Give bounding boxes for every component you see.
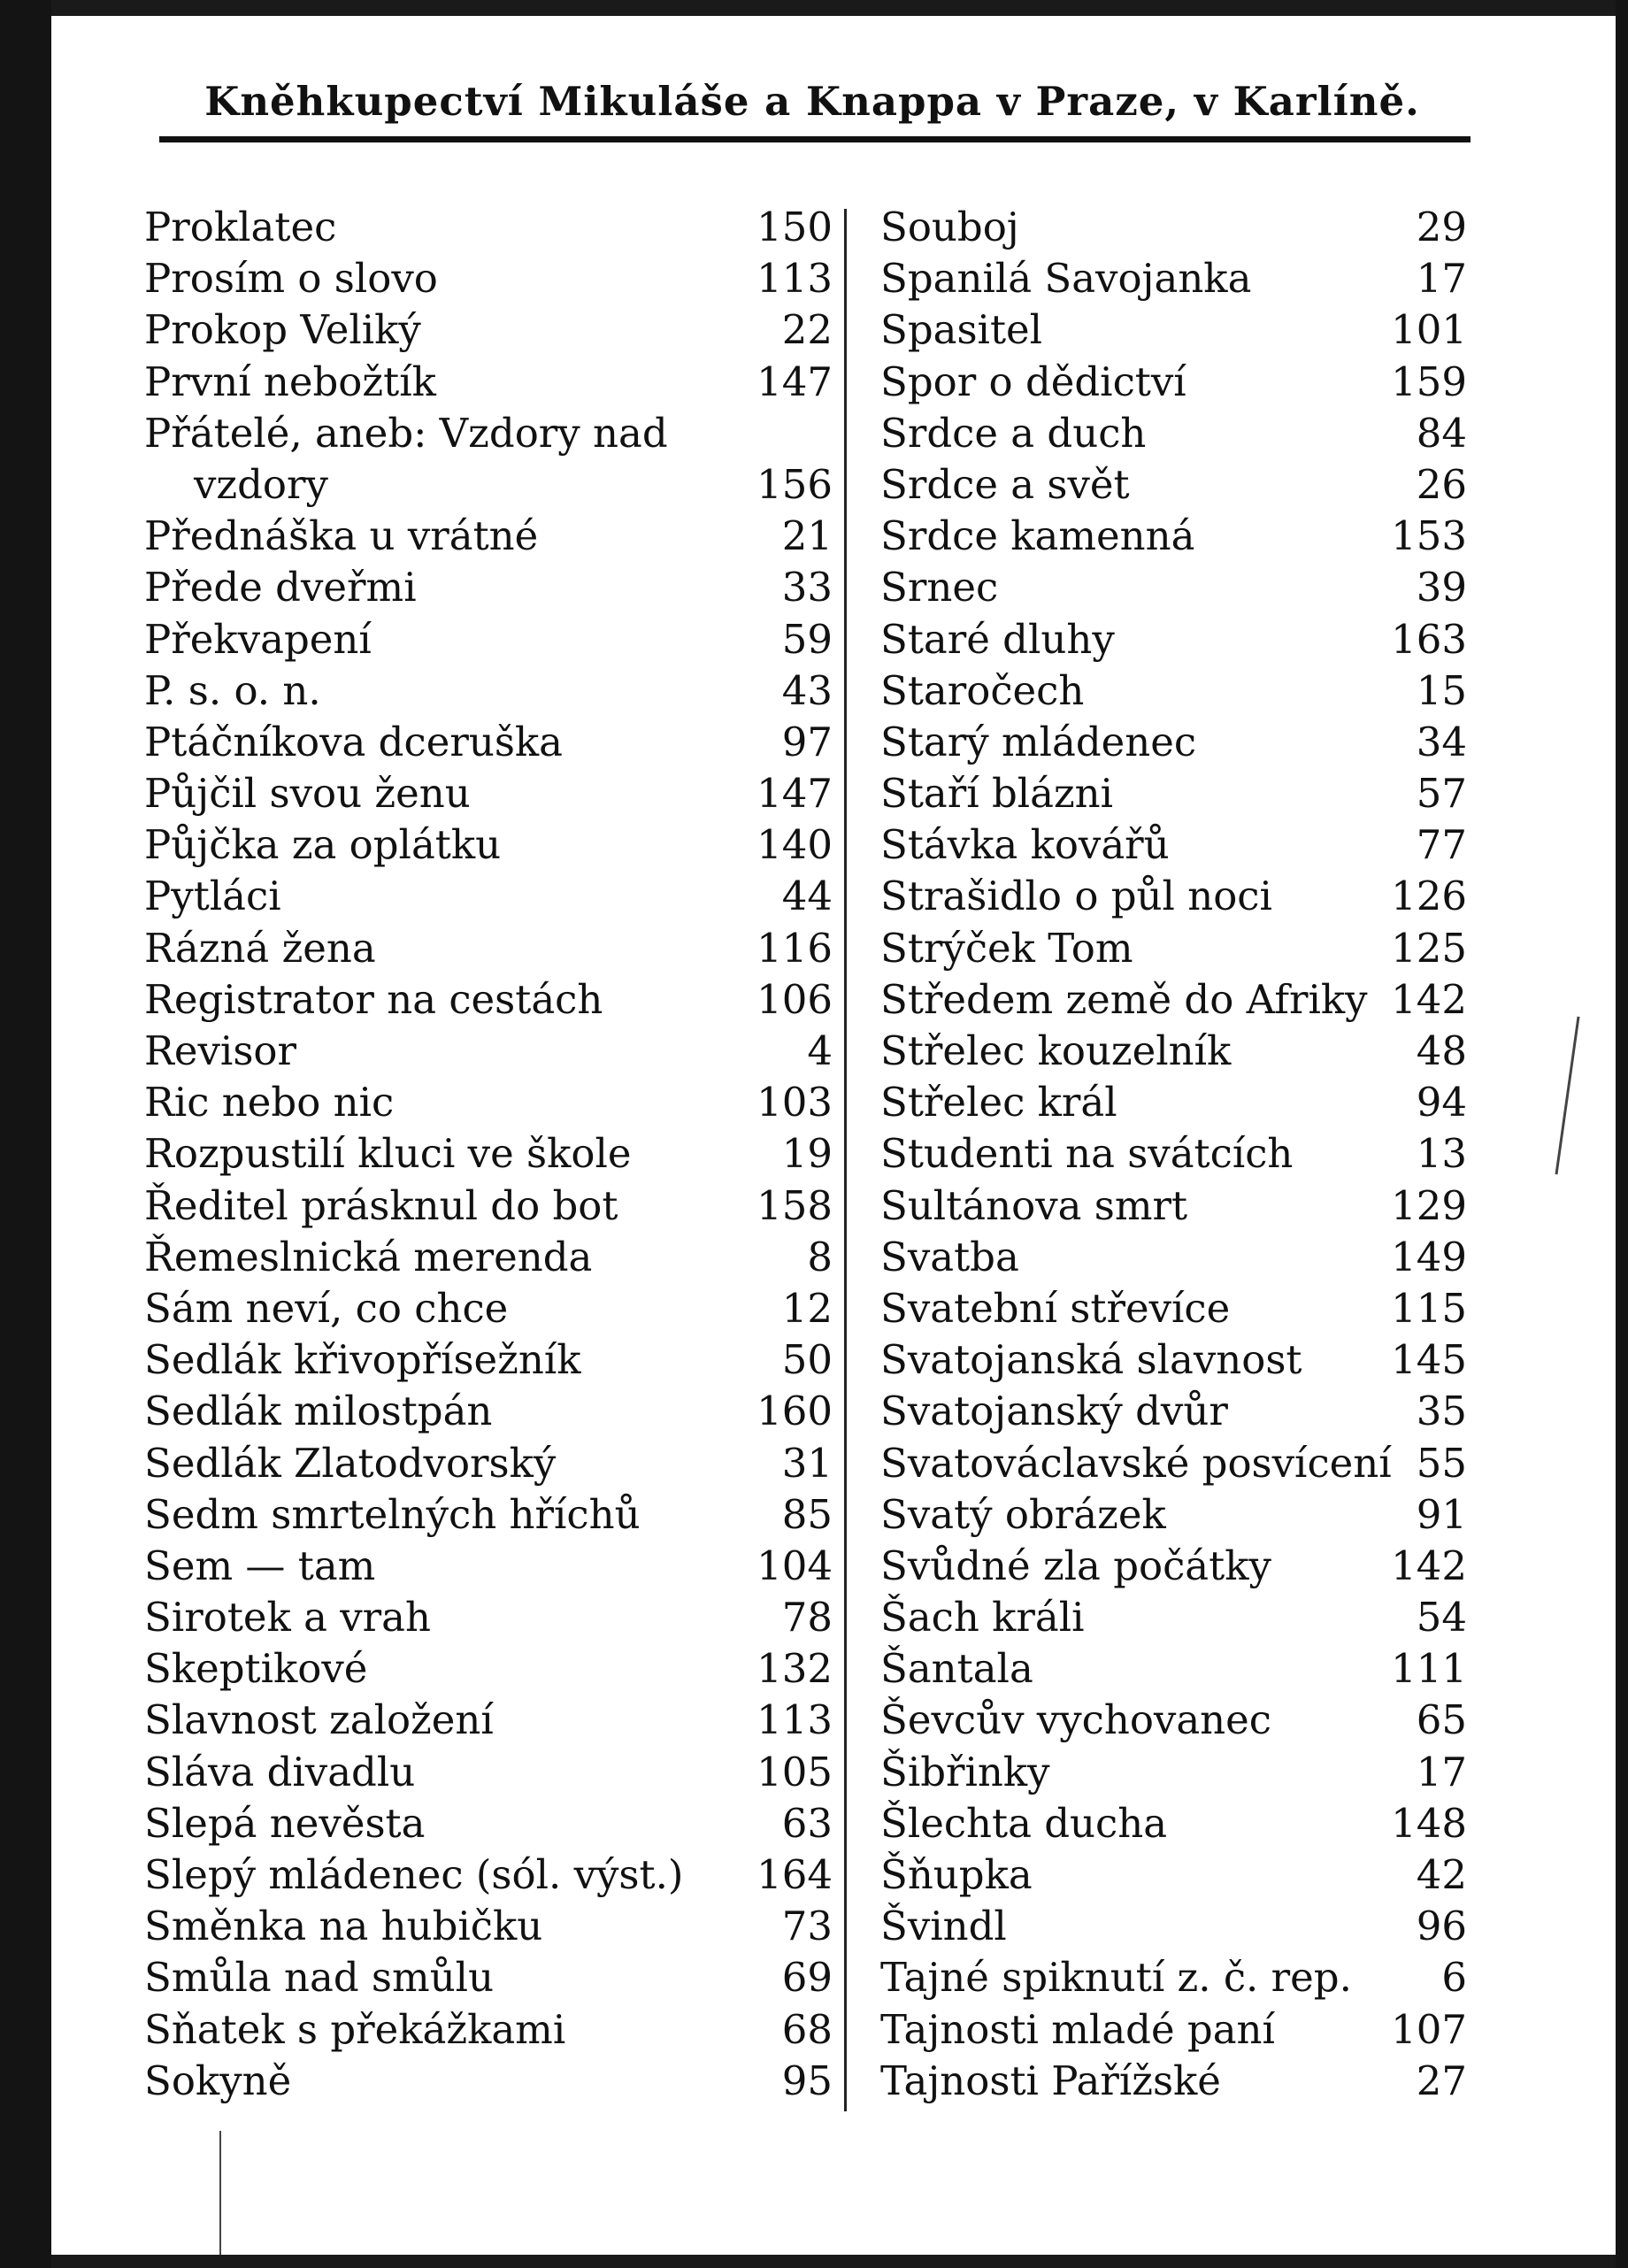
index-entry: [144, 614, 833, 665]
index-entry: [834, 1952, 1467, 2003]
index-entry: [144, 1747, 833, 1798]
entry-title: Ptáčníkova dceruška: [144, 718, 564, 765]
entry-title: Revisor: [144, 1027, 297, 1074]
entry-page-number: 34: [1416, 718, 1467, 765]
entry-page-number: 29: [1416, 204, 1467, 250]
entry-title: Svatební střevíce: [880, 1284, 1231, 1332]
entry-title: Sem — tam: [144, 1541, 376, 1589]
entry-title: Slepá nevěsta: [144, 1799, 426, 1847]
index-entry: [834, 717, 1467, 768]
entry-page-number: 113: [756, 255, 833, 303]
index-entry: [834, 614, 1467, 665]
index-entry: [834, 1438, 1467, 1489]
index-entry: [834, 202, 1467, 253]
entry-page-number: 59: [781, 615, 833, 663]
entry-page-number: 150: [756, 204, 833, 250]
index-entry: [834, 819, 1467, 871]
entry-title: Svatojanská slavnost: [880, 1336, 1302, 1384]
index-entry: [144, 819, 833, 871]
entry-page-number: 4: [807, 1027, 833, 1074]
entry-title: Střelec král: [880, 1079, 1117, 1126]
index-entry: [834, 1077, 1467, 1128]
entry-page-number: 142: [1391, 1541, 1467, 1589]
entry-page-number: 57: [1416, 770, 1467, 818]
entry-title: Ševcův vychovanec: [880, 1696, 1271, 1744]
entry-title: Sám neví, co chce: [144, 1284, 509, 1332]
entry-title: Řemeslnická merenda: [144, 1233, 593, 1280]
entry-title: Střelec kouzelník: [880, 1027, 1232, 1074]
entry-page-number: 153: [1391, 512, 1467, 560]
entry-page-number: 145: [1391, 1336, 1467, 1384]
entry-page-number: 48: [1416, 1027, 1467, 1074]
entry-title: P. s. o. n.: [144, 666, 321, 714]
index-entry: [144, 974, 833, 1026]
index-entry: [834, 1283, 1467, 1334]
entry-page-number: 91: [1416, 1490, 1467, 1538]
entry-page-number: 158: [756, 1181, 833, 1229]
index-entry: [834, 1386, 1467, 1437]
entry-page-number: 94: [1416, 1079, 1467, 1126]
entry-page-number: 148: [1391, 1799, 1467, 1847]
entry-title: Strýček Tom: [880, 924, 1133, 972]
entry-title: Srdce a svět: [880, 460, 1130, 508]
index-entry: [144, 408, 833, 459]
entry-title: Sedm smrtelných hříchů: [144, 1490, 641, 1538]
entry-title: Srnec: [880, 564, 999, 611]
index-entry: [144, 1334, 833, 1386]
entry-page-number: 132: [756, 1645, 833, 1693]
entry-title: Šach králi: [880, 1594, 1085, 1641]
entry-title: Tajnosti mladé paní: [880, 2005, 1275, 2053]
entry-title: Přede dveřmi: [144, 564, 417, 611]
entry-title: Svatojanský dvůr: [880, 1388, 1228, 1435]
entry-page-number: 42: [1416, 1851, 1467, 1898]
entry-page-number: 17: [1416, 255, 1467, 303]
index-entry: [144, 1849, 833, 1901]
entry-page-number: 95: [781, 2057, 833, 2104]
index-entry: [834, 304, 1467, 356]
entry-page-number: 106: [756, 975, 833, 1023]
entry-title: Spor o dědictví: [880, 357, 1186, 405]
scan-mark: [1555, 1017, 1579, 1175]
index-entry: [834, 871, 1467, 922]
entry-title: Šňupka: [880, 1851, 1033, 1898]
index-entry: [144, 1180, 833, 1232]
index-entry: [144, 511, 833, 562]
entry-page-number: 147: [756, 357, 833, 405]
index-entry: [834, 459, 1467, 511]
index-entry: [834, 1695, 1467, 1746]
entry-page-number: 107: [1391, 2005, 1467, 2053]
index-entry: [144, 1386, 833, 1437]
entry-title: Smůla nad smůlu: [144, 1954, 495, 2002]
entry-title: vzdory: [194, 460, 328, 508]
index-entry: [144, 253, 833, 304]
entry-title: Sedlák Zlatodvorský: [144, 1439, 557, 1487]
entry-page-number: 35: [1416, 1388, 1467, 1435]
entry-page-number: 54: [1416, 1594, 1467, 1641]
entry-title: Šibřinky: [880, 1748, 1050, 1795]
entry-page-number: 116: [756, 924, 833, 972]
entry-page-number: 104: [756, 1541, 833, 1589]
entry-title: Sultánova smrt: [880, 1181, 1188, 1229]
index-entry: [144, 202, 833, 253]
index-entry: [834, 1334, 1467, 1386]
index-entry: [144, 768, 833, 819]
entry-page-number: 111: [1391, 1645, 1467, 1693]
index-entry: [834, 1747, 1467, 1798]
index-entry: [834, 357, 1467, 408]
entry-title: Slepý mládenec (sól. výst.): [144, 1851, 684, 1898]
entry-page-number: 55: [1416, 1439, 1467, 1487]
entry-page-number: 73: [781, 1903, 833, 1950]
index-right-column: [834, 202, 1467, 2107]
entry-page-number: 15: [1416, 666, 1467, 714]
entry-title: Půjčil svou ženu: [144, 770, 471, 818]
index-entry: [834, 2056, 1467, 2107]
entry-title: Studenti na svátcích: [880, 1130, 1294, 1178]
index-entry: [144, 1232, 833, 1283]
entry-title: Sedlák křivopřísežník: [144, 1336, 581, 1384]
entry-page-number: 115: [1391, 1284, 1467, 1332]
index-entry: [834, 665, 1467, 717]
entry-page-number: 113: [756, 1696, 833, 1744]
index-entry: [144, 717, 833, 768]
index-entry: [144, 2004, 833, 2056]
entry-page-number: 105: [756, 1748, 833, 1795]
entry-title: Svatý obrázek: [880, 1490, 1166, 1538]
index-entry: [144, 665, 833, 717]
entry-page-number: 43: [781, 666, 833, 714]
entry-title: Pytláci: [144, 873, 281, 920]
entry-page-number: 13: [1416, 1130, 1467, 1178]
index-entry: [144, 459, 833, 511]
entry-page-number: 12: [781, 1284, 833, 1332]
entry-page-number: 101: [1391, 306, 1467, 354]
entry-page-number: 69: [781, 1954, 833, 2002]
entry-page-number: 8: [807, 1233, 833, 1280]
entry-page-number: 159: [1391, 357, 1467, 405]
index-entry: [834, 768, 1467, 819]
entry-page-number: 163: [1391, 615, 1467, 663]
entry-page-number: 44: [781, 873, 833, 920]
entry-title: Skeptikové: [144, 1645, 368, 1693]
entry-page-number: 96: [1416, 1903, 1467, 1950]
index-entry: [834, 1180, 1467, 1232]
entry-title: Šlechta ducha: [880, 1799, 1168, 1847]
entry-page-number: 22: [781, 306, 833, 354]
entry-page-number: 50: [781, 1336, 833, 1384]
entry-page-number: 68: [781, 2005, 833, 2053]
entry-page-number: 21: [781, 512, 833, 560]
entry-page-number: 160: [756, 1388, 833, 1435]
entry-title: První nebožtík: [144, 357, 436, 405]
index-entry: [144, 1695, 833, 1746]
entry-title: Směnka na hubičku: [144, 1903, 543, 1950]
entry-title: Stávka kovářů: [880, 821, 1170, 869]
page-header: Kněhkupectví Mikuláše a Knappa v Praze, v Karlíně.: [204, 78, 1420, 125]
index-entry: [834, 511, 1467, 562]
index-entry: [144, 2056, 833, 2107]
index-entry: [144, 304, 833, 356]
entry-page-number: 85: [781, 1490, 833, 1538]
index-entry: [834, 1643, 1467, 1695]
entry-title: Srdce a duch: [880, 409, 1147, 457]
entry-page-number: 17: [1416, 1748, 1467, 1795]
index-entry: [834, 1489, 1467, 1541]
index-entry: [144, 1283, 833, 1334]
entry-title: Prosím o slovo: [144, 255, 438, 303]
entry-title: Sňatek s překážkami: [144, 2005, 566, 2053]
entry-title: Sirotek a vrah: [144, 1594, 431, 1641]
entry-title: Proklatec: [144, 204, 337, 250]
index-entry: [834, 974, 1467, 1026]
entry-page-number: 6: [1441, 1954, 1467, 2002]
index-entry: [834, 2004, 1467, 2056]
entry-page-number: 31: [781, 1439, 833, 1487]
index-entry: [834, 408, 1467, 459]
entry-page-number: 142: [1391, 975, 1467, 1023]
entry-title: Překvapení: [144, 615, 372, 663]
entry-page-number: 147: [756, 770, 833, 818]
entry-title: Spasitel: [880, 306, 1043, 354]
index-entry: [834, 1232, 1467, 1283]
entry-title: Rázná žena: [144, 924, 376, 972]
index-entry: [144, 1077, 833, 1128]
index-entry: [144, 1592, 833, 1643]
entry-title: Středem země do Afriky: [880, 975, 1368, 1023]
scan-mark: [219, 2131, 221, 2255]
entry-title: Registrator na cestách: [144, 975, 603, 1023]
index-entry: [144, 1643, 833, 1695]
index-entry: [834, 1901, 1467, 1952]
index-left-column: [144, 202, 833, 2107]
entry-title: Srdce kamenná: [880, 512, 1195, 560]
entry-title: Staří blázni: [880, 770, 1114, 818]
scan-right-edge: [1616, 0, 1628, 2268]
entry-page-number: 27: [1416, 2057, 1467, 2104]
entry-page-number: 149: [1391, 1233, 1467, 1280]
entry-page-number: 26: [1416, 460, 1467, 508]
index-entry: [144, 1489, 833, 1541]
entry-page-number: 63: [781, 1799, 833, 1847]
entry-page-number: 77: [1416, 821, 1467, 869]
entry-title: Šantala: [880, 1645, 1033, 1693]
entry-title: Švindl: [880, 1903, 1007, 1950]
index-entry: [144, 562, 833, 613]
entry-title: Staročech: [880, 666, 1085, 714]
entry-title: Sedlák milostpán: [144, 1388, 493, 1435]
index-entry: [144, 1901, 833, 1952]
index-entry: [144, 1541, 833, 1592]
index-entry: [144, 1952, 833, 2003]
index-entry: [144, 1798, 833, 1849]
entry-page-number: 39: [1416, 564, 1467, 611]
entry-title: Svatba: [880, 1233, 1019, 1280]
scan-left-edge: [0, 0, 51, 2268]
entry-title: Tajné spiknutí z. č. rep.: [880, 1954, 1352, 2002]
index-entry: [834, 1541, 1467, 1592]
entry-title: Ric nebo nic: [144, 1079, 395, 1126]
entry-title: Strašidlo o půl noci: [880, 873, 1272, 920]
index-entry: [834, 1592, 1467, 1643]
index-entry: [144, 871, 833, 922]
entry-title: Sláva divadlu: [144, 1748, 416, 1795]
entry-page-number: 103: [756, 1079, 833, 1126]
entry-page-number: 126: [1391, 873, 1467, 920]
entry-title: Spanilá Savojanka: [880, 255, 1252, 303]
entry-page-number: 84: [1416, 409, 1467, 457]
entry-title: Svůdné zla počátky: [880, 1541, 1271, 1589]
entry-title: Ředitel prásknul do bot: [144, 1181, 618, 1229]
index-entry: [144, 1438, 833, 1489]
entry-title: Staré dluhy: [880, 615, 1115, 663]
entry-page-number: 156: [756, 460, 833, 508]
entry-title: Souboj: [880, 204, 1019, 250]
index-entry: [144, 1026, 833, 1077]
entry-page-number: 129: [1391, 1181, 1467, 1229]
entry-page-number: 140: [756, 821, 833, 869]
entry-page-number: 164: [756, 1851, 833, 1898]
entry-title: Rozpustilí kluci ve škole: [144, 1130, 632, 1178]
index-entry: [834, 253, 1467, 304]
entry-title: Sokyně: [144, 2057, 292, 2104]
entry-title: Prokop Veliký: [144, 306, 421, 354]
entry-title: Půjčka za oplátku: [144, 821, 502, 869]
entry-title: Přednáška u vrátné: [144, 512, 539, 560]
entry-page-number: 78: [781, 1594, 833, 1641]
entry-title: Přátelé, aneb: Vzdory nad: [144, 409, 668, 457]
index-entry: [834, 1026, 1467, 1077]
index-entry: [834, 562, 1467, 613]
entry-title: Starý mládenec: [880, 718, 1197, 765]
index-entry: [834, 1128, 1467, 1180]
entry-page-number: 125: [1391, 924, 1467, 972]
entry-page-number: 19: [781, 1130, 833, 1178]
entry-page-number: 33: [781, 564, 833, 611]
entry-title: Slavnost založení: [144, 1696, 494, 1744]
index-entry: [834, 1849, 1467, 1901]
index-entry: [144, 923, 833, 974]
entry-title: Tajnosti Pařížské: [880, 2057, 1221, 2104]
entry-page-number: 97: [781, 718, 833, 765]
entry-page-number: 65: [1416, 1696, 1467, 1744]
index-entry: [144, 1128, 833, 1180]
index-entry: [834, 923, 1467, 974]
book-page: [51, 16, 1616, 2255]
index-entry: [834, 1798, 1467, 1849]
header-rule: [159, 136, 1471, 142]
entry-title: Svatováclavské posvícení: [880, 1439, 1392, 1487]
index-entry: [144, 357, 833, 408]
